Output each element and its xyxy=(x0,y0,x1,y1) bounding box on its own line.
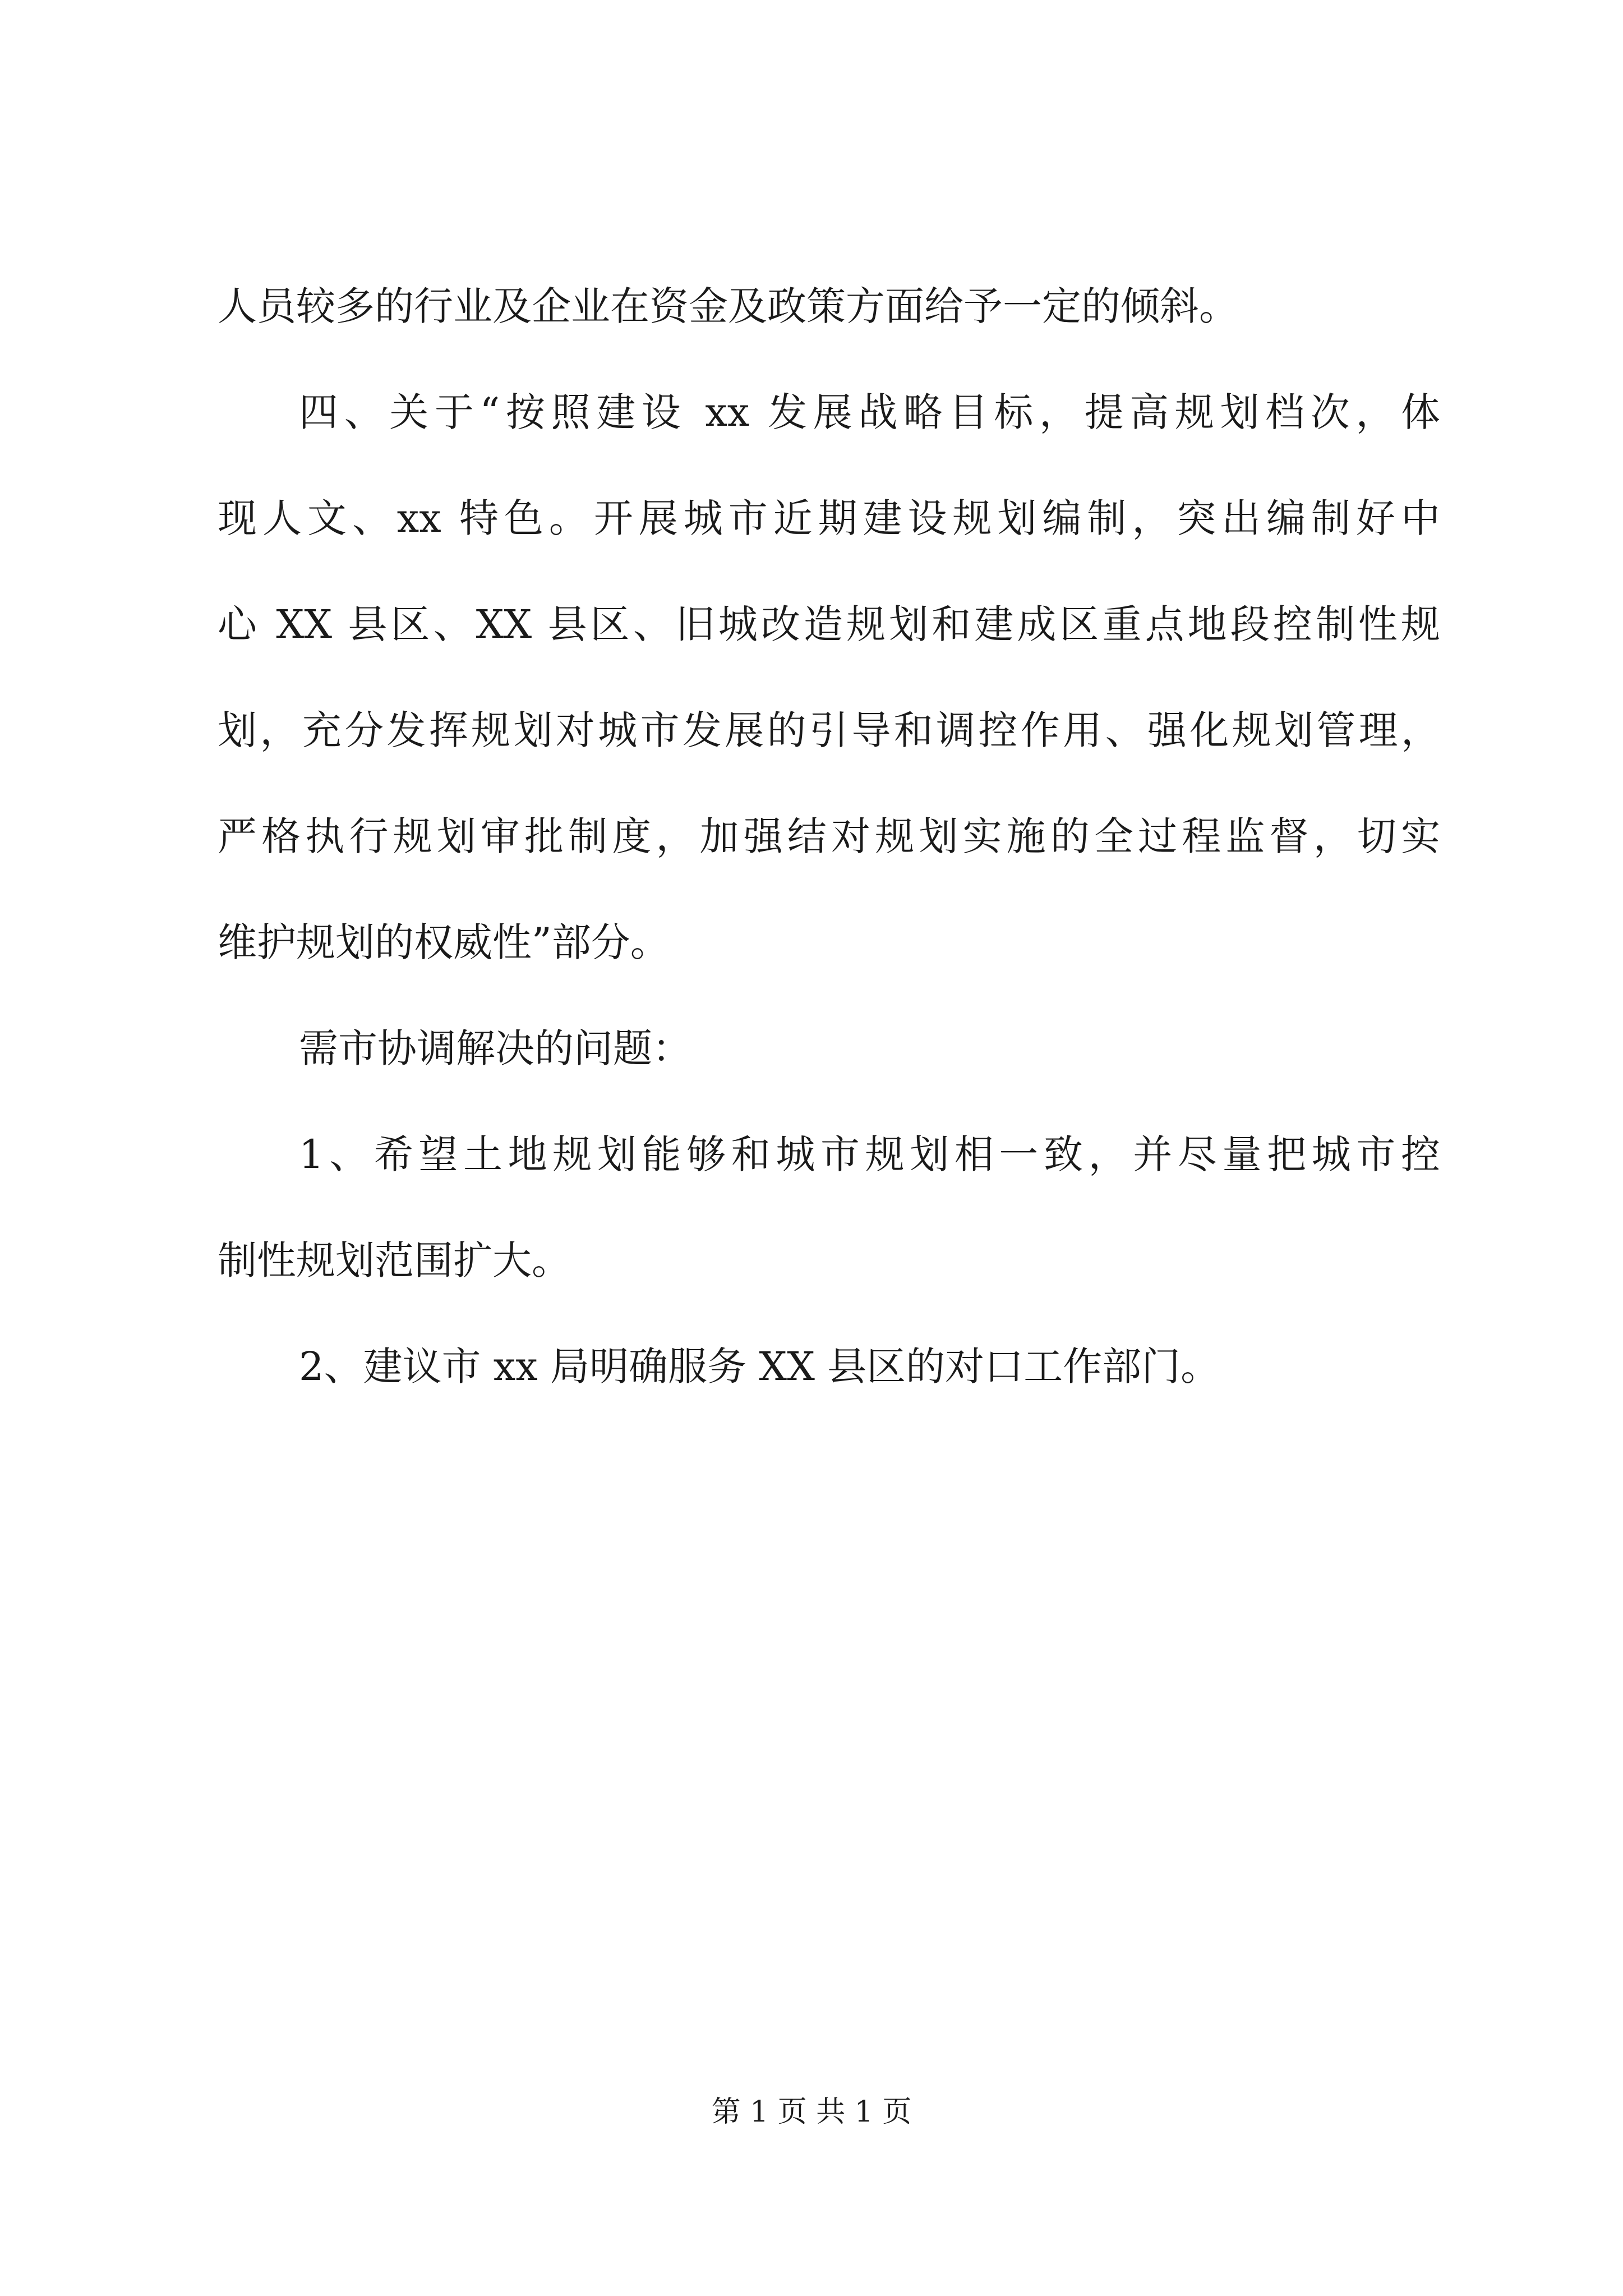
page-footer: 第 1 页 共 1 页 xyxy=(711,2095,912,2129)
paragraph-line: 1、希望土地规划能够和城市规划相一致，并尽量把城市控 xyxy=(299,1131,1440,1177)
paragraph-line: 2、建议市 xx 局明确服务 XX 县区的对口工作部门。 xyxy=(299,1343,1220,1389)
paragraph-line: 人员较多的行业及企业在资金及政策方面给予一定的倾斜。 xyxy=(218,283,1238,329)
paragraph-line: 心 XX 县区、XX 县区、旧城改造规划和建成区重点地段控制性规 xyxy=(218,601,1440,647)
paragraph-line: 维护规划的权威性”部分。 xyxy=(218,919,670,965)
paragraph-line: 需市协调解决的问题： xyxy=(299,1025,691,1071)
paragraph-line: 划，充分发挥规划对城市发展的引导和调控作用、强化规划管理， xyxy=(218,707,1440,753)
paragraph-line: 四、关于“按照建设 xx 发展战略目标，提高规划档次，体 xyxy=(299,389,1440,435)
paragraph-line: 现人文、xx 特色。开展城市近期建设规划编制，突出编制好中 xyxy=(218,495,1440,541)
document-body xyxy=(218,254,1440,1420)
paragraph-line: 严格执行规划审批制度，加强结对规划实施的全过程监督，切实 xyxy=(218,813,1440,859)
paragraph-line: 制性规划范围扩大。 xyxy=(218,1237,571,1283)
